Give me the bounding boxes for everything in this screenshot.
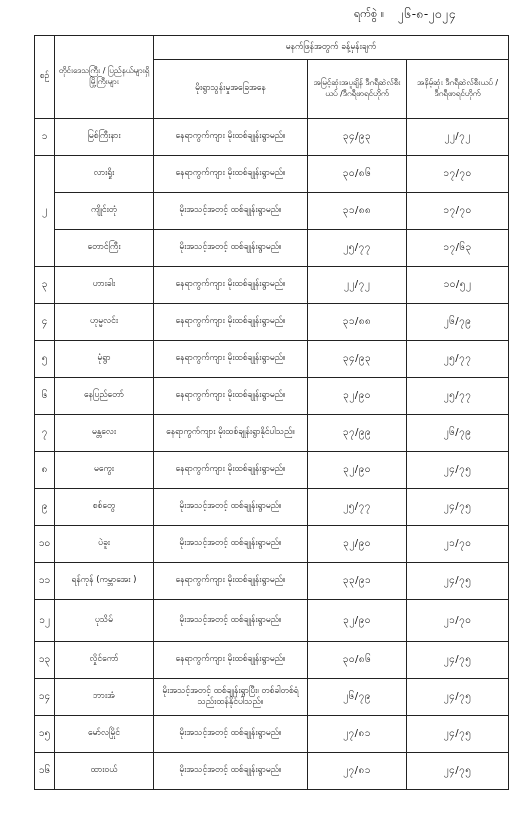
- min-temp: ၂၄/၇၅: [407, 679, 509, 716]
- city-name: ကျိုင်းတုံ: [55, 193, 154, 230]
- city-name: တောင်ကြီး: [55, 230, 154, 267]
- table-row: [35, 267, 509, 304]
- max-temp: ၃၂/၉၀: [308, 600, 407, 642]
- min-temp: ၂၄/၇၅: [407, 642, 509, 679]
- row-number: ၁၄: [35, 679, 55, 716]
- max-temp: ၃၁/၈၈: [308, 193, 407, 230]
- row-number: ၉: [35, 489, 55, 526]
- row-number: ၄: [35, 304, 55, 341]
- city-name: ပုသိမ်: [55, 600, 154, 642]
- city-name: ဟားခါး: [55, 267, 154, 304]
- max-temp: ၂၇/၈၁: [308, 753, 407, 790]
- max-temp: ၃၀/၈၆: [308, 156, 407, 193]
- row-number: ၃: [35, 267, 55, 304]
- min-temp: ၁၇/၇၀: [407, 193, 509, 230]
- city-name: စစ်တွေ: [55, 489, 154, 526]
- rain-condition: မိုးအသင့်အတင့် ထစ်ချုန်းရွာမည်။: [154, 716, 308, 753]
- header-no: စဉ်: [35, 36, 55, 119]
- city-name: လားရှိုး: [55, 156, 154, 193]
- rain-condition: နေရာကွက်ကျား မိုးထစ်ချုန်းရွာမည်။: [154, 642, 308, 679]
- row-number: ၈: [35, 452, 55, 489]
- table-body: [35, 119, 509, 790]
- table-row: [35, 642, 509, 679]
- row-number: ၁၅: [35, 716, 55, 753]
- header-condition: မိုးရွာသွန်းမှုအခြေအနေ: [154, 60, 308, 119]
- table-row: [35, 563, 509, 600]
- city-name: ဟုမ္မလင်း: [55, 304, 154, 341]
- min-temp: ၂၄/၇၅: [407, 753, 509, 790]
- rain-condition: မိုးအသင့်အတင့် ထစ်ချုန်းရွာမည်။: [154, 489, 308, 526]
- rain-condition: နေရာကွက်ကျား မိုးထစ်ချုန်းရွာမည်။: [154, 563, 308, 600]
- city-name: မော်လမြိုင်: [55, 716, 154, 753]
- city-name: ပဲခူး: [55, 526, 154, 563]
- row-number: ၁: [35, 119, 55, 156]
- rain-condition: မိုးအသင့်အတင့် ထစ်ချုန်းရွာမည်။: [154, 753, 308, 790]
- date-label: ရက်စွဲ ။: [353, 7, 385, 20]
- city-name: မြစ်ကြီးနား: [55, 119, 154, 156]
- table-row: [35, 753, 509, 790]
- rain-condition: မိုးအသင့်အတင့် ထစ်ချုန်းရွာမည်။: [154, 193, 308, 230]
- rain-condition: မိုးအသင့်အတင့် ထစ်ချုန်းရွာမည်။: [154, 230, 308, 267]
- row-number: ၇: [35, 415, 55, 452]
- rain-condition: နေရာကွက်ကျား မိုးထစ်ချုန်းရွာမည်။: [154, 156, 308, 193]
- city-name: နေပြည်တော်: [55, 378, 154, 415]
- min-temp: ၁၀/၅၂: [407, 267, 509, 304]
- table-row: [35, 341, 509, 378]
- table-row: [35, 452, 509, 489]
- max-temp: ၃၂/၉၀: [308, 452, 407, 489]
- max-temp: ၂၂/၇၂: [308, 267, 407, 304]
- min-temp: ၂၄/၇၅: [407, 716, 509, 753]
- rain-condition: မိုးအသင့်အတင့် ထစ်ချုန်းရွာမည်။: [154, 600, 308, 642]
- table-row: [35, 716, 509, 753]
- min-temp: ၂၁/၇၀: [407, 600, 509, 642]
- min-temp: ၁၇/၇၀: [407, 156, 509, 193]
- min-temp: ၂၆/၇၉: [407, 415, 509, 452]
- city-name: ထားဝယ်: [55, 753, 154, 790]
- row-number: ၂: [35, 156, 55, 267]
- min-temp: ၁၇/၆၃: [407, 230, 509, 267]
- max-temp: ၂၅/၇၇: [308, 230, 407, 267]
- header-max-temp: အမြင့်ဆုံးအပူချိန် ဒီဂရီဆဲလ်စီးယပ် /ဒီဂရီဖာရင်ဟိုက်: [308, 60, 407, 119]
- date-value: ၂၆-၈-၂၀၂၄: [398, 7, 456, 21]
- city-name: မန္တလေး: [55, 415, 154, 452]
- rain-condition: နေရာကွက်ကျား မိုးထစ်ချုန်းရွာမည်။: [154, 267, 308, 304]
- city-name: မုံရွာ: [55, 341, 154, 378]
- city-name: မကွေး: [55, 452, 154, 489]
- max-temp: ၃၄/၉၃: [308, 119, 407, 156]
- city-name: လှိုင်ကော်: [55, 642, 154, 679]
- row-number: ၁၃: [35, 642, 55, 679]
- min-temp: ၂၄/၇၅: [407, 452, 509, 489]
- header-min-temp: အနိမ့်ဆုံး ဒီဂရီဆဲလ်စီးယပ် / ဒီဂရီဖာရင်ဟိုက်: [407, 60, 509, 119]
- rain-condition: မိုးအသင့်အတင့် ထစ်ချုန်းရွာပြီး၊ တစ်ခါတစ်ရံ သည်းထန်နိုင်ပါသည်။: [154, 679, 308, 716]
- min-temp: ၂၁/၇၀: [407, 526, 509, 563]
- min-temp: ၂၂/၇၂: [407, 119, 509, 156]
- max-temp: ၃၀/၈၆: [308, 642, 407, 679]
- city-name: ဘားအံ: [55, 679, 154, 716]
- date-line: [354, 6, 456, 24]
- row-number: ၁၁: [35, 563, 55, 600]
- rain-condition: နေရာကွက်ကျား မိုးထစ်ချုန်းရွာမည်။: [154, 341, 308, 378]
- rain-condition: နေရာကွက်ကျား မိုးထစ်ချုန်းရွာမည်။: [154, 378, 308, 415]
- header-region: တိုင်းဒေသကြီး / ပြည်နယ်များရှိ မြို့ကြီးများ: [55, 36, 154, 119]
- table-row: [35, 156, 509, 193]
- max-temp: ၂၇/၈၁: [308, 716, 407, 753]
- max-temp: ၂၅/၇၇: [308, 489, 407, 526]
- city-name: ရန်ကုန် (ကမ္ဘာအေး ): [55, 563, 154, 600]
- table-row: [35, 193, 509, 230]
- table-row: [35, 415, 509, 452]
- table-row: [35, 119, 509, 156]
- min-temp: ၂၆/၇၉: [407, 304, 509, 341]
- max-temp: ၃၇/၉၉: [308, 415, 407, 452]
- max-temp: ၃၂/၉၀: [308, 526, 407, 563]
- row-number: ၆: [35, 378, 55, 415]
- table-row: [35, 600, 509, 642]
- row-number: ၅: [35, 341, 55, 378]
- rain-condition: နေရာကွက်ကျား မိုးထစ်ချုန်းရွာနိုင်ပါသည်။: [154, 415, 308, 452]
- min-temp: ၂၄/၇၅: [407, 489, 509, 526]
- table-row: [35, 489, 509, 526]
- table-row: [35, 304, 509, 341]
- max-temp: ၃၄/၉၃: [308, 341, 407, 378]
- table-row: [35, 378, 509, 415]
- min-temp: ၂၅/၇၇: [407, 341, 509, 378]
- header-forecast-group: မနက်ဖြန်အတွက် ခန့်မှန်းချက်: [154, 36, 509, 60]
- table-row: [35, 526, 509, 563]
- row-number: ၁၆: [35, 753, 55, 790]
- rain-condition: နေရာကွက်ကျား မိုးထစ်ချုန်းရွာမည်။: [154, 304, 308, 341]
- rain-condition: မိုးအသင့်အတင့် ထစ်ချုန်းရွာမည်။: [154, 526, 308, 563]
- min-temp: ၂၄/၇၅: [407, 563, 509, 600]
- rain-condition: နေရာကွက်ကျား မိုးထစ်ချုန်းရွာမည်။: [154, 452, 308, 489]
- rain-condition: နေရာကွက်ကျား မိုးထစ်ချုန်းရွာမည်။: [154, 119, 308, 156]
- max-temp: ၃၂/၉၀: [308, 378, 407, 415]
- table-row: [35, 230, 509, 267]
- row-number: ၁၂: [35, 600, 55, 642]
- max-temp: ၃၃/၉၁: [308, 563, 407, 600]
- weather-forecast-table: [34, 35, 509, 790]
- table-row: [35, 679, 509, 716]
- max-temp: ၃၁/၈၈: [308, 304, 407, 341]
- min-temp: ၂၅/၇၇: [407, 378, 509, 415]
- max-temp: ၂၆/၇၉: [308, 679, 407, 716]
- row-number: ၁၀: [35, 526, 55, 563]
